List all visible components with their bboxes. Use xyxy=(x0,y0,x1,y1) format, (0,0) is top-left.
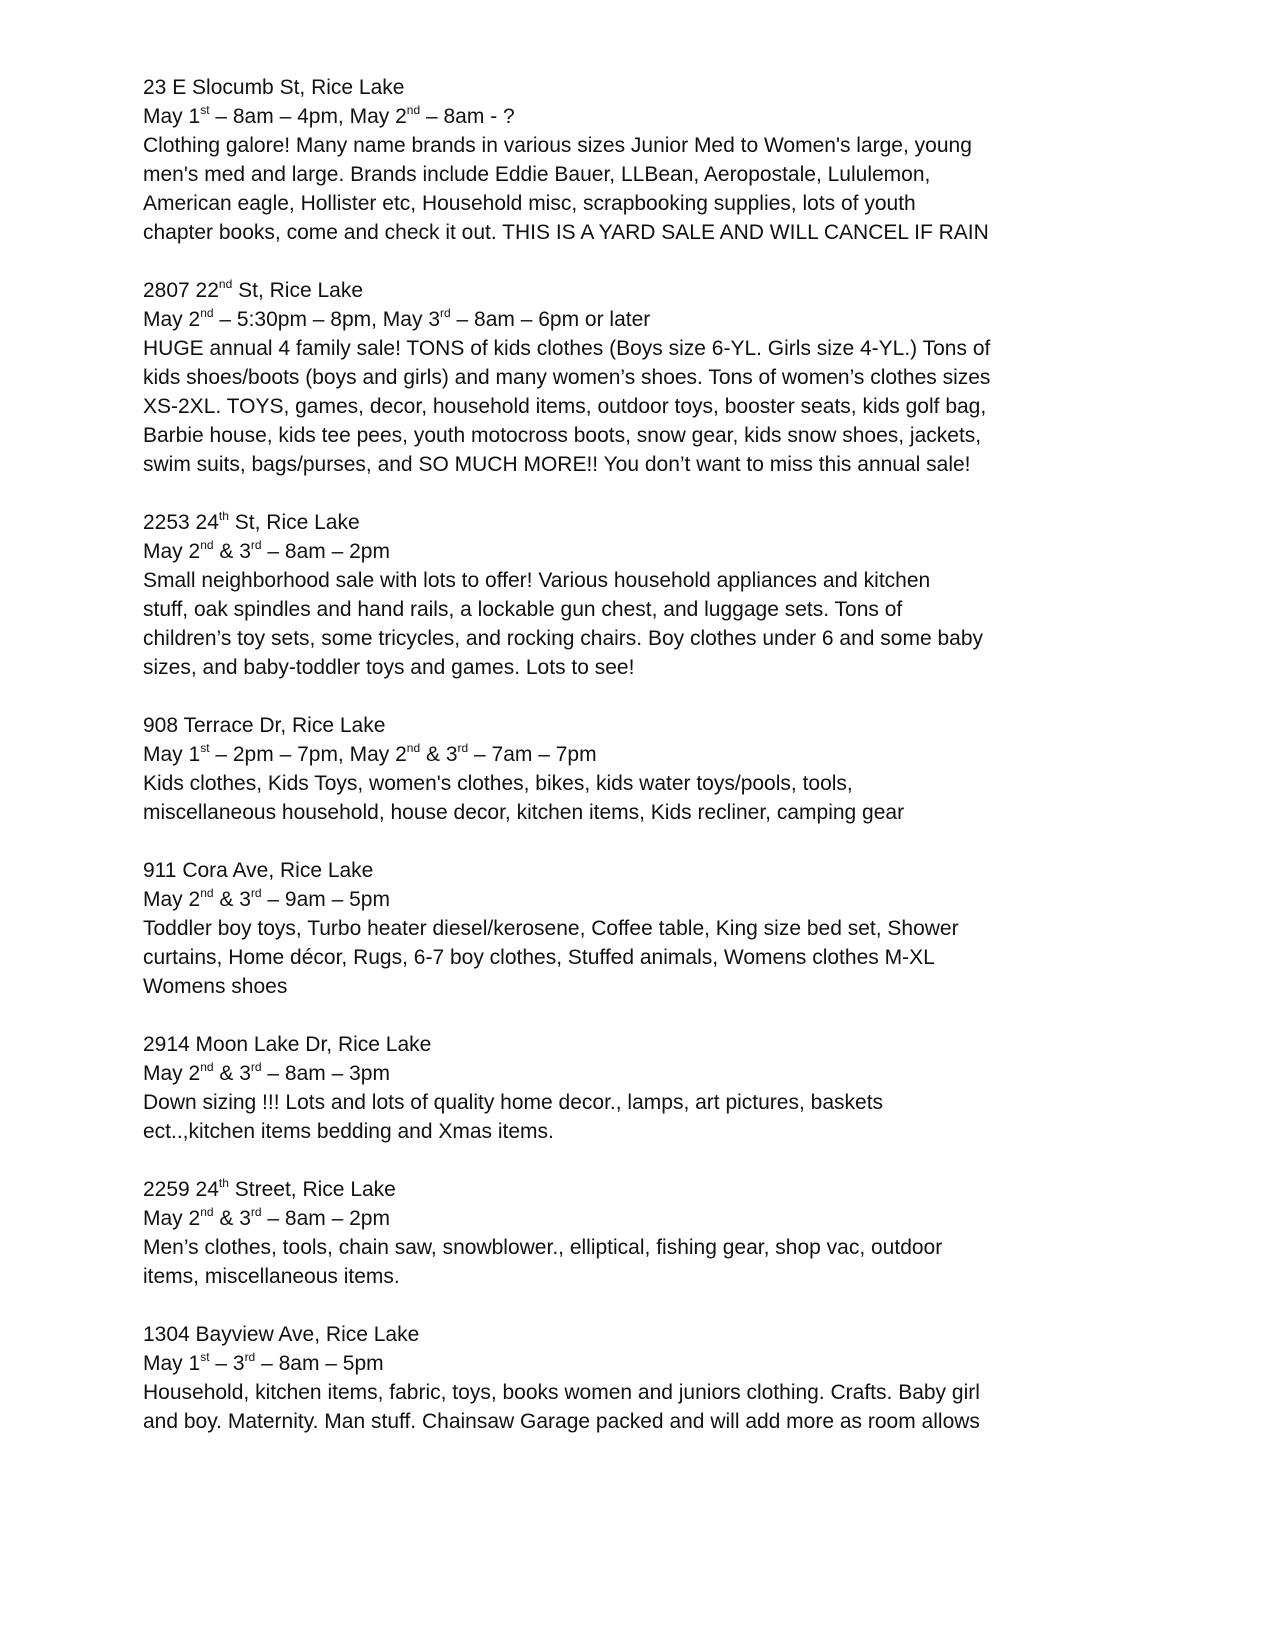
listing-description-line: kids shoes/boots (boys and girls) and many women’s shoes. Tons of women’s clothes sizes xyxy=(143,366,991,389)
ordinal-suffix: st xyxy=(200,741,210,755)
text-segment: May 2 xyxy=(143,1207,201,1230)
listing-description-line: Men’s clothes, tools, chain saw, snowblower., elliptical, fishing gear, shop vac, outdoor xyxy=(143,1236,943,1259)
listing-description-line: sizes, and baby-toddler toys and games. Lots to see! xyxy=(143,656,635,679)
ordinal-suffix: nd xyxy=(200,886,214,900)
listing-description-line: Household, kitchen items, fabric, toys, books women and juniors clothing. Crafts. Baby girl xyxy=(143,1381,980,1404)
listing-dates xyxy=(143,102,990,131)
text-segment: & 3 xyxy=(213,1207,251,1230)
text-segment: – 2pm – 7pm, May 2 xyxy=(209,743,407,766)
text-segment: Street, Rice Lake xyxy=(228,1178,396,1201)
text-segment: 2259 24 xyxy=(143,1178,219,1201)
listing xyxy=(143,73,990,247)
listing-dates xyxy=(143,885,990,914)
ordinal-suffix: rd xyxy=(250,886,262,900)
listing-description-line: Womens shoes xyxy=(143,975,288,998)
ordinal-suffix: st xyxy=(200,1350,210,1364)
listing-description-line: XS-2XL. TOYS, games, decor, household items, outdoor toys, booster seats, kids golf bag, xyxy=(143,395,987,418)
text-segment: – 8am – 5pm xyxy=(255,1352,384,1375)
listing-description-line: Down sizing !!! Lots and lots of quality home decor., lamps, art pictures, baskets xyxy=(143,1091,884,1114)
listing-dates xyxy=(143,305,990,334)
ordinal-suffix: st xyxy=(200,103,210,117)
text-segment: May 1 xyxy=(143,1352,201,1375)
text-segment: – 8am – 6pm or later xyxy=(450,308,651,331)
text-segment: May 1 xyxy=(143,105,201,128)
listing-dates xyxy=(143,537,990,566)
text-segment: May 1 xyxy=(143,743,201,766)
text-segment: & 3 xyxy=(213,888,251,911)
text-segment: – 8am – 4pm, May 2 xyxy=(209,105,407,128)
listing-description-line: American eagle, Hollister etc, Household misc, scrapbooking supplies, lots of youth xyxy=(143,192,916,215)
listing xyxy=(143,1030,990,1146)
listing xyxy=(143,508,990,682)
ordinal-suffix: nd xyxy=(200,1060,214,1074)
listing-address: 908 Terrace Dr, Rice Lake xyxy=(143,714,386,737)
text-segment: – 8am – 2pm xyxy=(261,1207,390,1230)
text-segment: May 2 xyxy=(143,540,201,563)
text-segment: May 2 xyxy=(143,308,201,331)
listing-description-line: Kids clothes, Kids Toys, women's clothes, bikes, kids water toys/pools, tools, xyxy=(143,772,853,795)
listing-description-line: Barbie house, kids tee pees, youth motocross boots, snow gear, kids snow shoes, jackets, xyxy=(143,424,982,447)
ordinal-suffix: nd xyxy=(218,277,233,291)
listing xyxy=(143,1320,990,1436)
text-segment: & 3 xyxy=(420,743,458,766)
ordinal-suffix: rd xyxy=(250,538,262,552)
text-segment: 2807 22 xyxy=(143,279,219,302)
listing-address xyxy=(143,1175,990,1204)
listing-description-line: chapter books, come and check it out. THIS IS A YARD SALE AND WILL CANCEL IF RAIN xyxy=(143,221,989,244)
text-segment: – 9am – 5pm xyxy=(261,888,390,911)
ordinal-suffix: rd xyxy=(244,1350,256,1364)
ordinal-suffix: nd xyxy=(406,103,421,117)
listing-description-line: swim suits, bags/purses, and SO MUCH MORE!! You don’t want to miss this annual sale! xyxy=(143,453,971,476)
listing-description-line: men's med and large. Brands include Eddie Bauer, LLBean, Aeropostale, Lululemon, xyxy=(143,163,931,186)
listing-description-line: and boy. Maternity. Man stuff. Chainsaw Garage packed and will add more as room allows xyxy=(143,1410,980,1433)
listing xyxy=(143,1175,990,1291)
ordinal-suffix: nd xyxy=(200,1205,214,1219)
listing-description-line: Clothing galore! Many name brands in various sizes Junior Med to Women's large, young xyxy=(143,134,972,157)
ordinal-suffix: nd xyxy=(200,306,214,320)
listing-address: 1304 Bayview Ave, Rice Lake xyxy=(143,1323,420,1346)
listing-address: 911 Cora Ave, Rice Lake xyxy=(143,859,374,882)
text-segment: & 3 xyxy=(213,1062,251,1085)
ordinal-suffix: rd xyxy=(457,741,469,755)
text-segment: – 7am – 7pm xyxy=(468,743,597,766)
text-segment: – 8am – 2pm xyxy=(261,540,390,563)
ordinal-suffix: rd xyxy=(440,306,451,320)
ordinal-suffix: th xyxy=(218,509,229,523)
text-segment: St, Rice Lake xyxy=(232,279,364,302)
listing-description-line: ect..,kitchen items bedding and Xmas items. xyxy=(143,1120,554,1143)
text-segment: – 8am – 3pm xyxy=(261,1062,390,1085)
listing-description-line: items, miscellaneous items. xyxy=(143,1265,400,1288)
text-segment: – 5:30pm – 8pm, May 3 xyxy=(213,308,440,331)
ordinal-suffix: nd xyxy=(200,538,214,552)
listing-description-line: miscellaneous household, house decor, kitchen items, Kids recliner, camping gear xyxy=(143,801,905,824)
listing-dates xyxy=(143,740,990,769)
ordinal-suffix: th xyxy=(218,1176,229,1190)
listing-address xyxy=(143,276,990,305)
listing-dates xyxy=(143,1349,990,1378)
text-segment: St, Rice Lake xyxy=(228,511,360,534)
listing-address xyxy=(143,508,990,537)
listing-description-line: children’s toy sets, some tricycles, and rocking chairs. Boy clothes under 6 and some baby xyxy=(143,627,984,650)
listing-description-line: Toddler boy toys, Turbo heater diesel/kerosene, Coffee table, King size bed set, Shower xyxy=(143,917,959,940)
listing-dates xyxy=(143,1204,990,1233)
listing-dates xyxy=(143,1059,990,1088)
yard-sale-listings xyxy=(143,73,990,1465)
text-segment: May 2 xyxy=(143,1062,201,1085)
text-segment: & 3 xyxy=(213,540,251,563)
listing xyxy=(143,856,990,1001)
listing-address: 23 E Slocumb St, Rice Lake xyxy=(143,76,405,99)
listing-description-line: curtains, Home décor, Rugs, 6-7 boy clothes, Stuffed animals, Womens clothes M-XL xyxy=(143,946,935,969)
listing xyxy=(143,276,990,479)
text-segment: – 8am - ? xyxy=(420,105,515,128)
listing-description-line: stuff, oak spindles and hand rails, a lockable gun chest, and luggage sets. Tons of xyxy=(143,598,903,621)
listing-description-line: HUGE annual 4 family sale! TONS of kids clothes (Boys size 6-YL. Girls size 4-YL.) Tons of xyxy=(143,337,991,360)
text-segment: – 3 xyxy=(209,1352,245,1375)
listing-description-line: Small neighborhood sale with lots to offer! Various household appliances and kitchen xyxy=(143,569,931,592)
text-segment: May 2 xyxy=(143,888,201,911)
ordinal-suffix: rd xyxy=(250,1205,262,1219)
ordinal-suffix: nd xyxy=(406,741,421,755)
ordinal-suffix: rd xyxy=(250,1060,262,1074)
listing-address: 2914 Moon Lake Dr, Rice Lake xyxy=(143,1033,432,1056)
listing xyxy=(143,711,990,827)
text-segment: 2253 24 xyxy=(143,511,219,534)
